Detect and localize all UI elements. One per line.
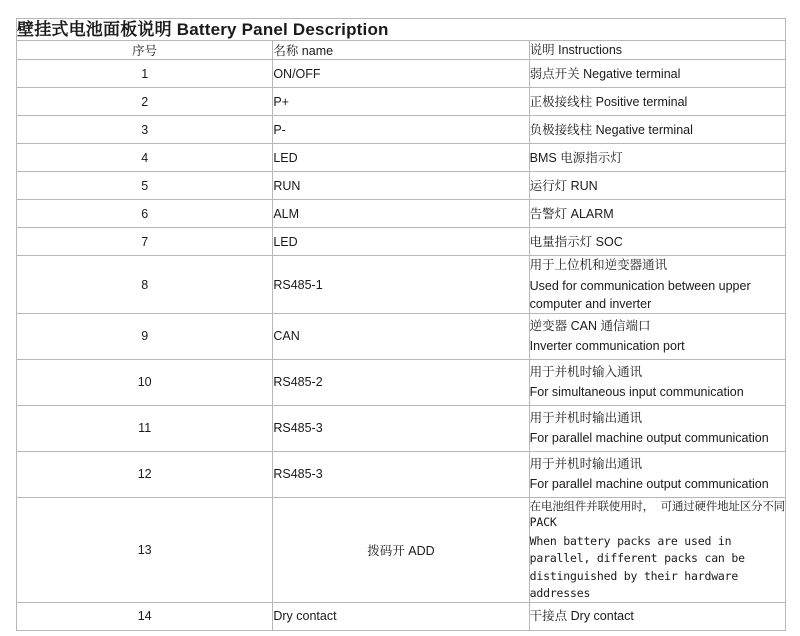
table-row — [17, 144, 786, 172]
instruction-line: 用于并机时输入通讯 — [529, 365, 643, 380]
cell-no: 9 — [17, 313, 273, 359]
cell-instructions — [529, 60, 785, 88]
instruction-line: For parallel machine output communication — [529, 431, 769, 446]
table-row — [17, 172, 786, 200]
page-title: 壁挂式电池面板说明 Battery Panel Description — [17, 19, 786, 41]
cell-no: 1 — [17, 60, 273, 88]
column-header-name: 名称 name — [273, 41, 529, 60]
instruction-line: 运行灯 RUN — [529, 178, 598, 193]
table-row — [17, 256, 786, 313]
document-page — [0, 18, 800, 636]
cell-no: 14 — [17, 602, 273, 630]
table-row — [17, 116, 786, 144]
cell-instructions — [529, 116, 785, 144]
cell-no: 2 — [17, 88, 273, 116]
table-row — [17, 451, 786, 497]
cell-no: 3 — [17, 116, 273, 144]
table-row — [17, 405, 786, 451]
cell-name: RS485-2 — [273, 359, 529, 405]
instruction-line: 在电池组件并联使用时， 可通过硬件地址区分不同 PACK — [529, 498, 785, 530]
table-row — [17, 228, 786, 256]
cell-name: Dry contact — [273, 602, 529, 630]
cell-instructions — [529, 313, 785, 359]
cell-instructions — [529, 497, 785, 602]
cell-no: 5 — [17, 172, 273, 200]
cell-name: P- — [273, 116, 529, 144]
cell-name: 拨码开 ADD — [273, 497, 529, 602]
table-row — [17, 602, 786, 630]
instruction-line: Inverter communication port — [529, 339, 685, 354]
cell-name: RS485-3 — [273, 451, 529, 497]
cell-instructions — [529, 359, 785, 405]
cell-instructions — [529, 451, 785, 497]
cell-instructions — [529, 405, 785, 451]
cell-no: 12 — [17, 451, 273, 497]
instruction-line: 用于并机时输出通讯 — [529, 457, 643, 472]
cell-no: 8 — [17, 256, 273, 313]
table-title-row — [17, 19, 786, 41]
battery-panel-table — [16, 18, 786, 631]
cell-no: 7 — [17, 228, 273, 256]
instruction-line: 负极接线柱 Negative terminal — [529, 122, 693, 137]
cell-instructions — [529, 172, 785, 200]
instruction-line: 逆变器 CAN 通信端口 — [529, 319, 651, 334]
cell-name: RUN — [273, 172, 529, 200]
cell-name: RS485-1 — [273, 256, 529, 313]
table-row — [17, 60, 786, 88]
instruction-line: 电量指示灯 SOC — [529, 234, 623, 249]
cell-instructions — [529, 200, 785, 228]
instruction-line: BMS 电源指示灯 — [529, 150, 623, 165]
cell-instructions — [529, 144, 785, 172]
instruction-line: When battery packs are used in parallel, different packs can be — [529, 534, 745, 565]
cell-no: 4 — [17, 144, 273, 172]
cell-instructions — [529, 228, 785, 256]
table-row — [17, 359, 786, 405]
table-body — [17, 19, 786, 631]
table-row — [17, 497, 786, 602]
cell-no: 11 — [17, 405, 273, 451]
cell-name: P+ — [273, 88, 529, 116]
instruction-line: Used for communication between upper computer and inverter — [529, 278, 751, 311]
instruction-line: 干接点 Dry contact — [529, 609, 634, 624]
table-row — [17, 313, 786, 359]
cell-instructions — [529, 602, 785, 630]
cell-instructions — [529, 256, 785, 313]
cell-name: RS485-3 — [273, 405, 529, 451]
instruction-line: 用于上位机和逆变器通讯 — [529, 258, 668, 273]
cell-no: 10 — [17, 359, 273, 405]
table-row — [17, 88, 786, 116]
instruction-line: 弱点开关 Negative terminal — [529, 66, 681, 81]
instruction-line: distinguished by their hardware addresses — [529, 569, 739, 601]
table-row — [17, 200, 786, 228]
cell-name: ALM — [273, 200, 529, 228]
instruction-line: 用于并机时输出通讯 — [529, 411, 643, 426]
instruction-line: 正极接线柱 Positive terminal — [529, 94, 688, 109]
cell-name: ON/OFF — [273, 60, 529, 88]
table-header-row — [17, 41, 786, 60]
instruction-line: For parallel machine output communication — [529, 477, 769, 492]
cell-no: 6 — [17, 200, 273, 228]
cell-name: CAN — [273, 313, 529, 359]
instruction-line: For simultaneous input communication — [529, 385, 744, 400]
cell-name: LED — [273, 144, 529, 172]
cell-instructions — [529, 88, 785, 116]
cell-no: 13 — [17, 497, 273, 602]
column-header-instructions: 说明 Instructions — [529, 41, 785, 60]
instruction-line: 告警灯 ALARM — [529, 206, 614, 221]
column-header-no: 序号 — [17, 41, 273, 60]
cell-name: LED — [273, 228, 529, 256]
